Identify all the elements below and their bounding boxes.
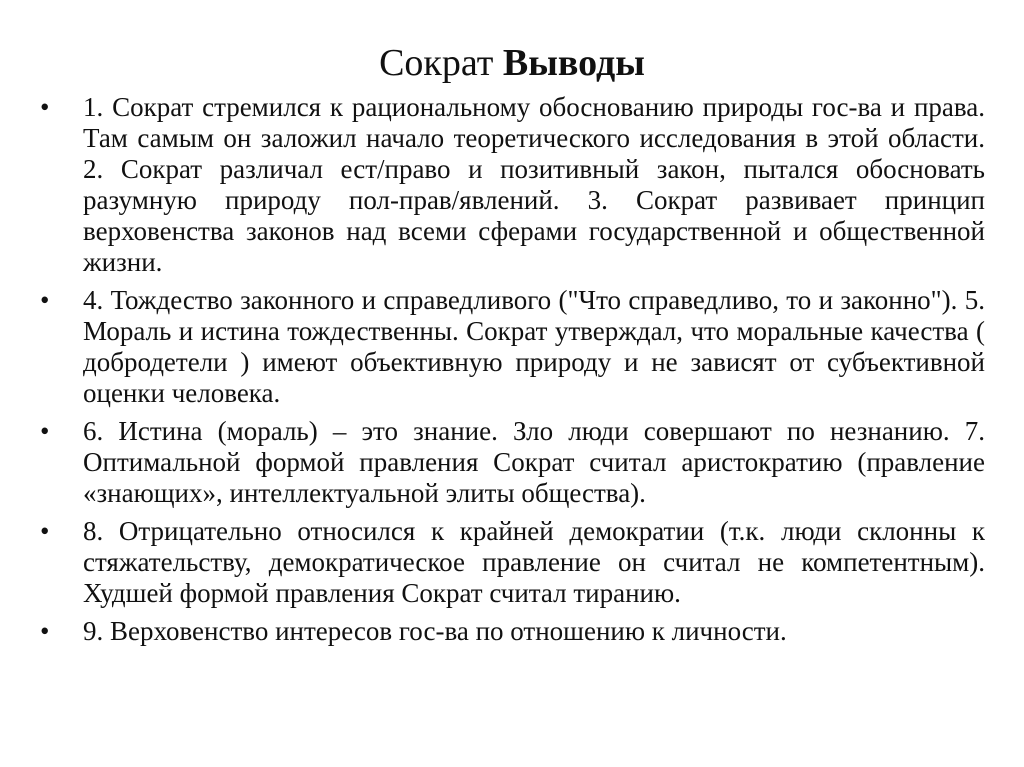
bullet-text-2: 4. Тождество законного и справедливого ("Что справедливо, то и законно"). 5. Мораль и истина тождественны. Сократ утверждал, что моральные качества ( добродетели ) имеют объективную природу и не зависят от субъективной оценки человека. [83,285,985,408]
bullet-point-icon: • [40,92,50,122]
slide-title-emphasis: Выводы [502,42,645,84]
bullet-point-icon: • [40,516,50,546]
bullet-point-icon: • [40,285,50,315]
bullet-item-3 [40,416,985,509]
bullet-point-icon: • [40,616,50,646]
bullet-point-icon: • [40,416,50,446]
bullet-text-3: 6. Истина (мораль) – это знание. Зло люди совершают по незнанию. 7. Оптимальной формой правления Сократ считал аристократию (правление «знающих», интеллектуальной элиты общества). [83,416,985,508]
bullet-text-5: 9. Верховенство интересов гос-ва по отношению к личности. [83,616,787,646]
bullet-item-1 [40,92,985,278]
slide-title [0,40,1024,86]
bullet-item-2 [40,285,985,409]
bullet-text-4: 8. Отрицательно относился к крайней демократии (т.к. люди склонны к стяжательству, демократическое правление он считал не компетентным). Худшей формой правления Сократ считал тиранию. [83,516,985,608]
bullet-item-5 [40,616,985,647]
bullet-list [40,92,985,654]
slide-title-name: Сократ [379,42,494,84]
bullet-item-4 [40,516,985,609]
bullet-text-1: 1. Сократ стремился к рациональному обоснованию природы гос-ва и права. Там самым он заложил начало теоретического исследования в этой области. 2. Сократ различал ест/право и позитивный закон, пытался обосновать разумную природу пол-прав/явлений. 3. Сократ развивает принцип верховенства законов над всеми сферами государственной и общественной жизни. [83,92,985,277]
